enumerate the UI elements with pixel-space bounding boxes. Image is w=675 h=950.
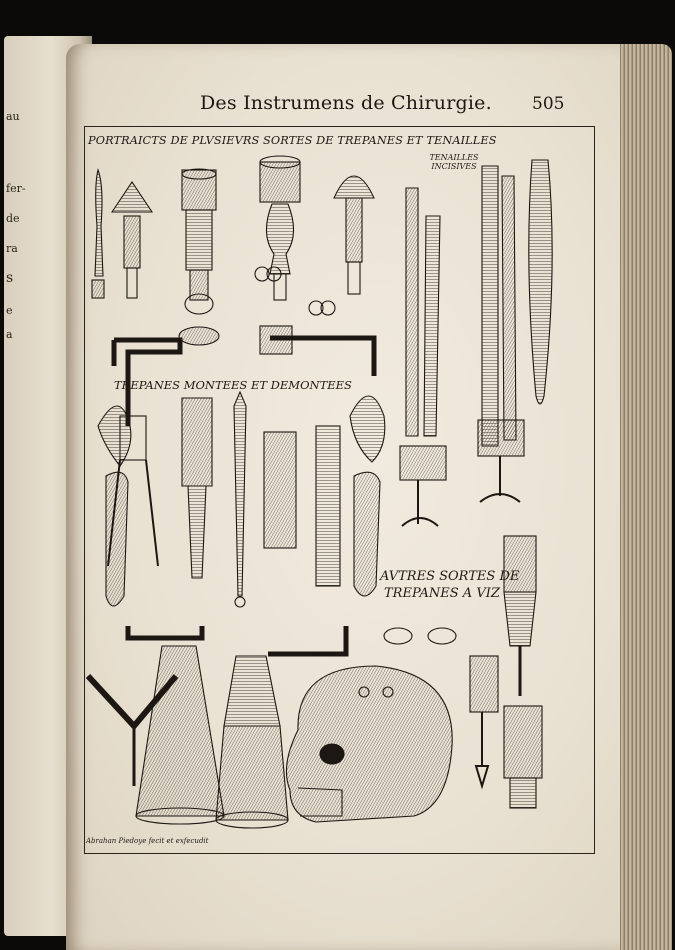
plate-caption-top: PORTRAICTS DE PLVSIEVRS SORTES DE TREPANES ET TENAILLES bbox=[88, 134, 497, 147]
left-page-text: fer- bbox=[6, 182, 26, 195]
rugine-instrument bbox=[95, 170, 103, 276]
plate-caption-autres-line1: AVTRES SORTES DE bbox=[380, 569, 520, 584]
plate-caption-autres-line2: TREPANES A VIZ bbox=[384, 586, 500, 601]
running-title: Des Instrumens de Chirurgie. bbox=[200, 92, 492, 114]
elevator-tool bbox=[182, 398, 212, 486]
tenailles-pliers bbox=[406, 188, 418, 436]
skull-illustration bbox=[286, 666, 452, 822]
page-edges bbox=[620, 44, 672, 950]
brace-handle bbox=[98, 406, 131, 466]
left-page-text: a bbox=[6, 328, 13, 341]
plate-caption-autres bbox=[380, 568, 519, 602]
engraved-plate bbox=[84, 126, 595, 854]
engraving-illustration bbox=[84, 126, 595, 854]
engraver-signature: Abrahan Piedoye fecit et exfecudit bbox=[86, 837, 209, 845]
plate-caption-tenailles: TENAILLES INCISIVES bbox=[429, 153, 479, 171]
trepane-barrel bbox=[264, 432, 296, 548]
page-number: 505 bbox=[532, 94, 565, 114]
left-page-text: de bbox=[6, 212, 20, 225]
left-page-text: ra bbox=[6, 242, 18, 255]
cone-trepane bbox=[136, 646, 224, 816]
left-page-text: s bbox=[6, 270, 14, 286]
trepane-column bbox=[182, 170, 216, 210]
crown-trepane bbox=[112, 182, 152, 212]
plate-caption-trepanes: TREPANES MONTEES ET DEMONTEES bbox=[114, 378, 352, 392]
left-page-text: e bbox=[6, 304, 13, 317]
left-page-text: au bbox=[6, 110, 20, 123]
